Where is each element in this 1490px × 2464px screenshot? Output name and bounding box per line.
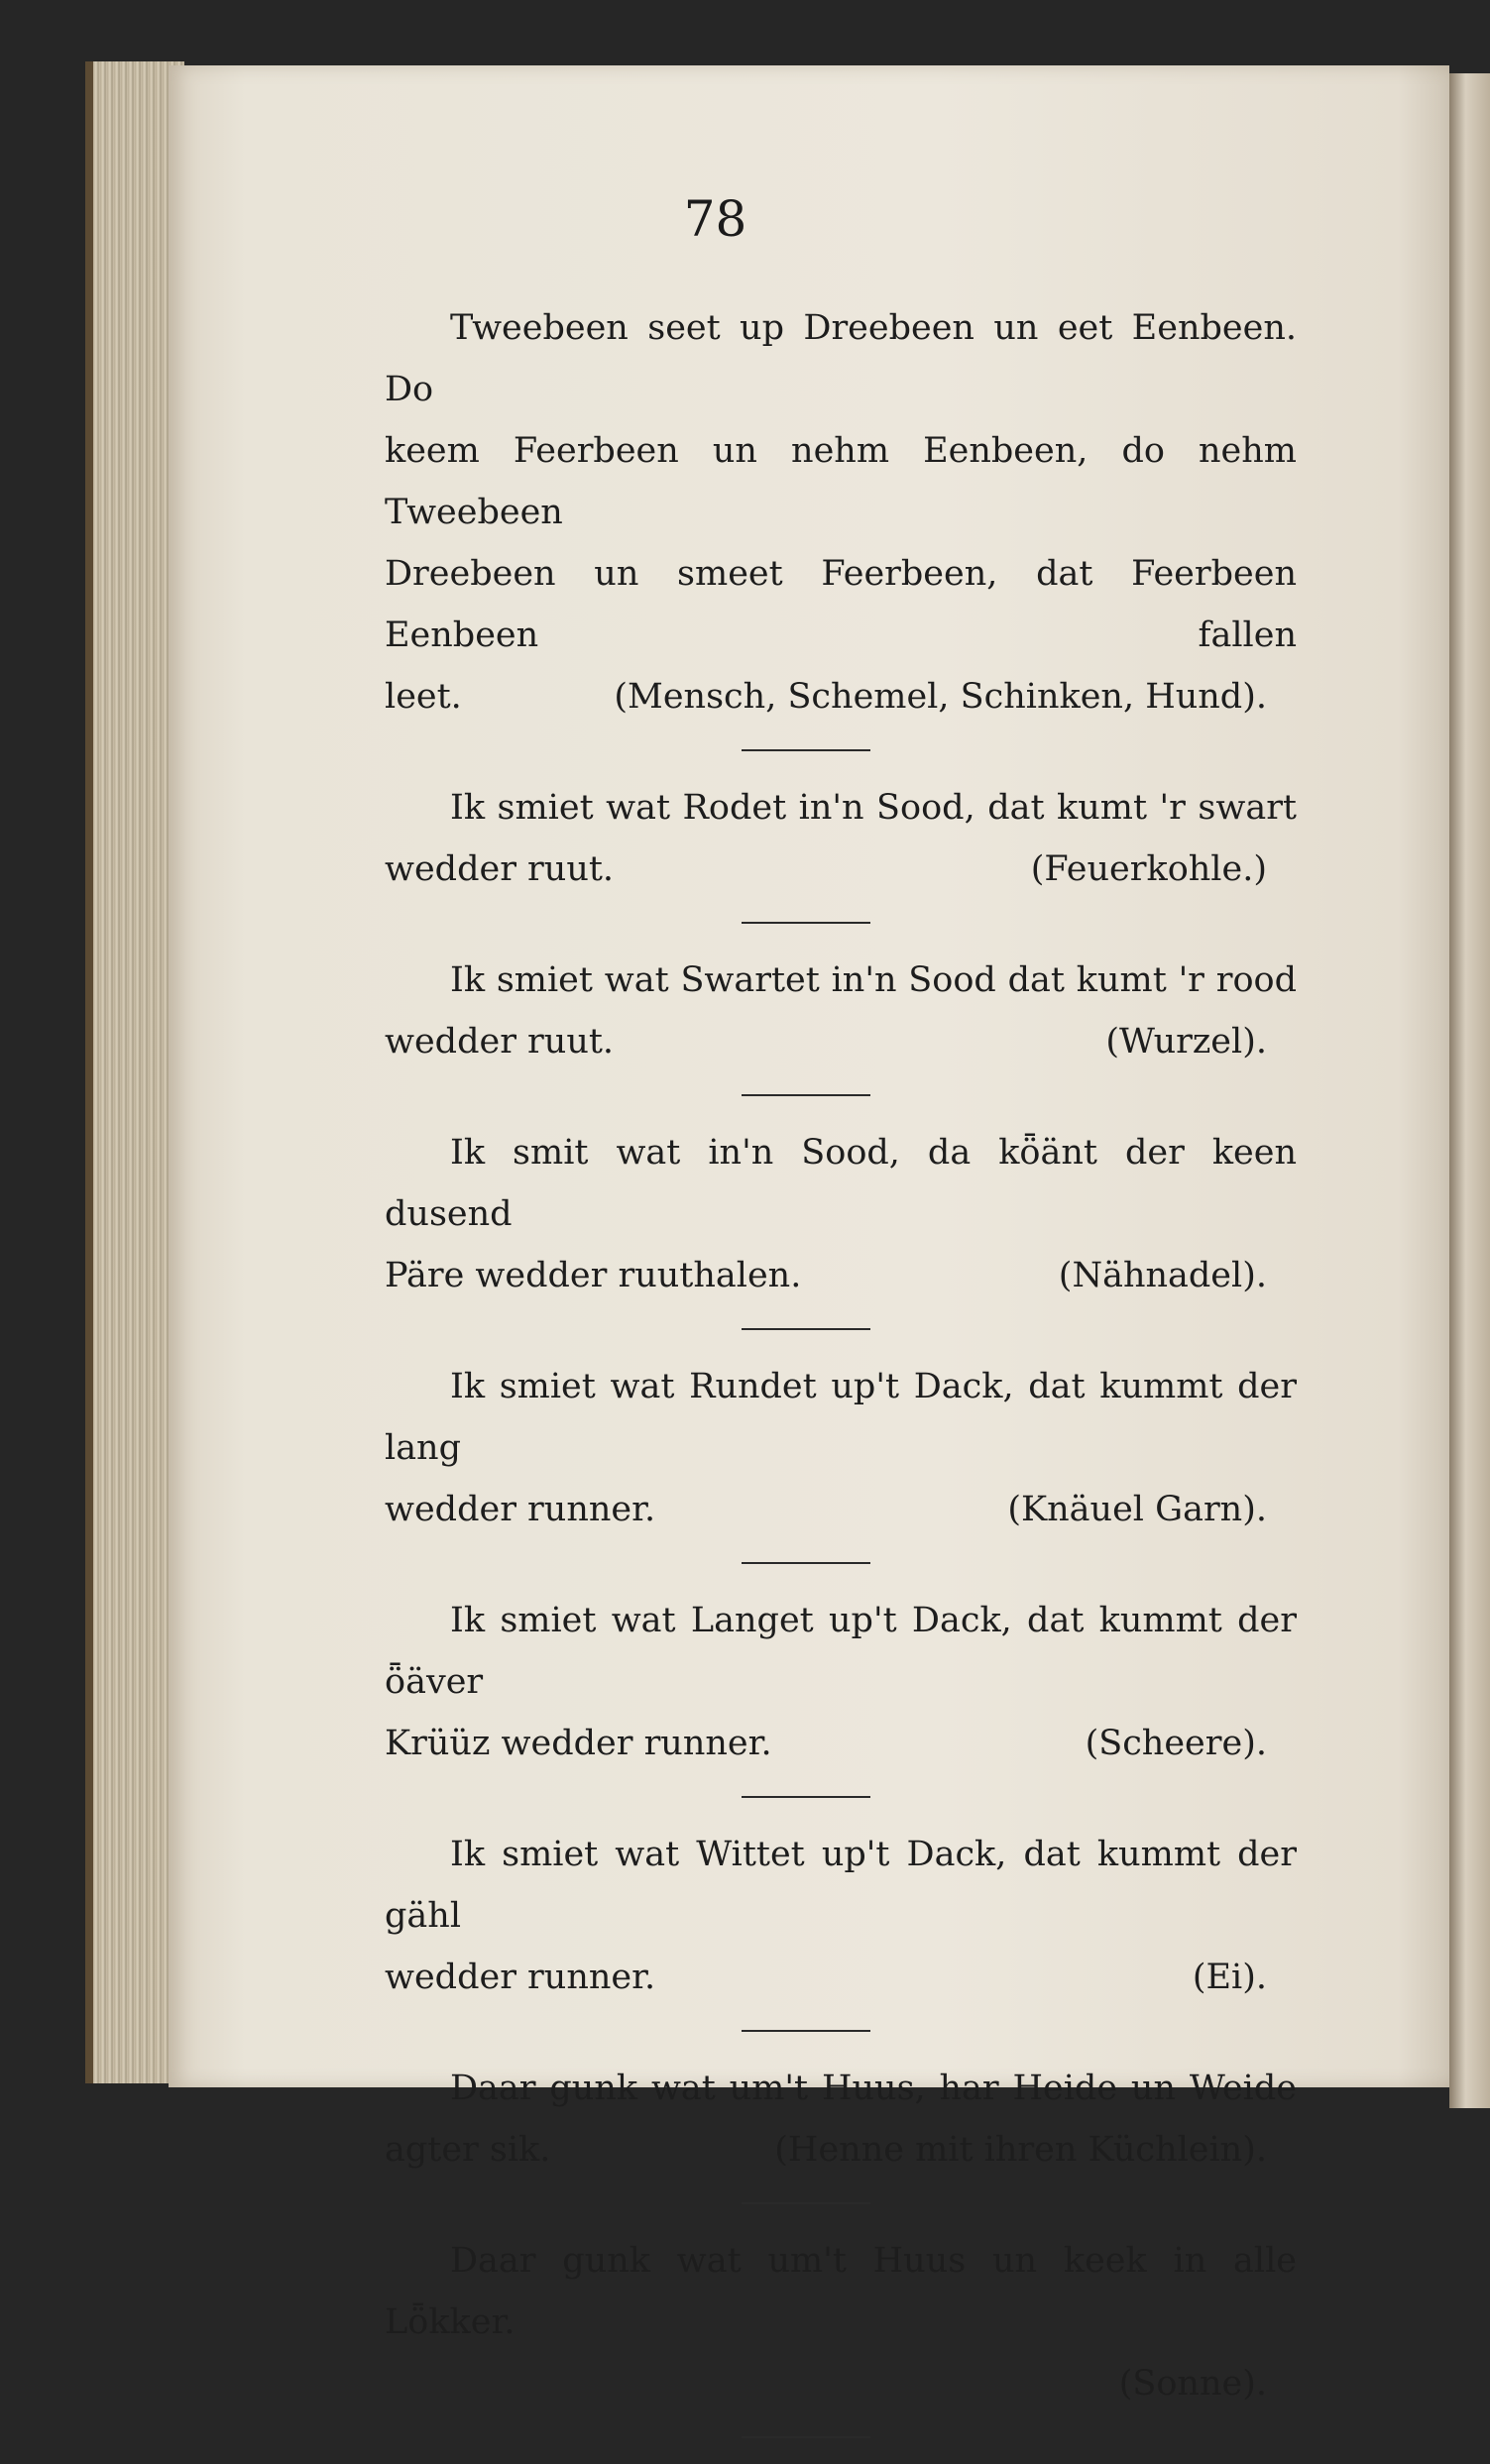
riddle-block xyxy=(385,1122,1297,1306)
riddle-line: Ik smiet wat Langet up't Dack, dat kummt der ȫäver xyxy=(385,1601,1297,1702)
riddle-answer-line xyxy=(385,1011,1297,1072)
riddle-answer: (Nähnadel). xyxy=(1058,1256,1267,1295)
riddle-answer: (Wurzel). xyxy=(1105,1022,1267,1062)
page-number: 78 xyxy=(683,190,747,248)
riddle-answer-line xyxy=(385,839,1297,900)
riddle-line: Tweebeen seet up Dreebeen un eet Eenbeen. Do xyxy=(385,308,1297,409)
riddle-last-line: agter sik. xyxy=(385,2130,551,2170)
riddle-line: Ik smiet wat Rundet up't Dack, dat kummt der lang xyxy=(385,1367,1297,1468)
riddle-answer: (Sonne). xyxy=(1118,2364,1267,2404)
riddle-block xyxy=(385,2058,1297,2181)
separator-rule xyxy=(742,749,870,751)
separator-rule xyxy=(742,1562,870,1564)
riddle-block xyxy=(385,1590,1297,1774)
riddle-last-line: wedder ruut. xyxy=(385,849,615,889)
riddle-answer: (Knäuel Garn). xyxy=(1007,1490,1267,1529)
riddle-last-line: wedder runner. xyxy=(385,1958,656,1997)
riddle-answer: (Feuerkohle.) xyxy=(1030,849,1267,889)
riddle-last-line: wedder ruut. xyxy=(385,1022,615,1062)
riddle-answer: (Henne mit ihren Küchlein). xyxy=(774,2130,1267,2170)
riddle-line: Daar gunk wat um't Huus un keek in alle Lȫkker. xyxy=(385,2241,1297,2342)
separator-rule xyxy=(742,2030,870,2032)
separator-rule xyxy=(742,2202,870,2204)
riddle-block xyxy=(385,1824,1297,2008)
riddle-answer-line xyxy=(385,2353,1297,2414)
facing-page-edge xyxy=(1449,73,1490,2108)
separator-rule xyxy=(742,922,870,924)
page-text xyxy=(385,297,1297,2464)
riddle-answer-line xyxy=(385,666,1297,728)
separator-rule xyxy=(742,1328,870,1330)
riddle-line: Ik smiet wat Wittet up't Dack, dat kummt der gähl xyxy=(385,1835,1297,1936)
riddle-block xyxy=(385,297,1297,728)
separator-rule xyxy=(742,2436,870,2438)
riddle-line: Daar gunk wat um't Huus, har Heide un Weide xyxy=(450,2069,1297,2108)
riddle-line: Ik smiet wat Rodet in'n Sood, dat kumt 'r swart xyxy=(450,788,1297,828)
riddle-last-line: Päre wedder ruuthalen. xyxy=(385,1256,802,1295)
riddle-line: Dreebeen un smeet Feerbeen, dat Feerbeen Eenbeen fallen xyxy=(385,554,1297,655)
riddle-block xyxy=(385,2230,1297,2414)
riddle-last-line: wedder runner. xyxy=(385,1490,656,1529)
riddle-block xyxy=(385,777,1297,900)
riddle-answer-line xyxy=(385,1245,1297,1306)
separator-rule xyxy=(742,1094,870,1096)
riddle-answer-line xyxy=(385,1479,1297,1540)
riddle-answer-line xyxy=(385,1713,1297,1774)
riddle-line: Ik smit wat in'n Sood, da kȫänt der keen dusend xyxy=(385,1133,1297,1234)
riddle-block xyxy=(385,950,1297,1072)
riddle-line: keem Feerbeen un nehm Eenbeen, do nehm Tweebeen xyxy=(385,431,1297,532)
riddle-answer: (Scheere). xyxy=(1085,1724,1267,1763)
riddle-line: Ik smiet wat Swartet in'n Sood dat kumt 'r rood xyxy=(450,960,1297,1000)
separator-rule xyxy=(742,1796,870,1798)
riddle-answer-line xyxy=(385,1947,1297,2008)
riddle-answer: (Mensch, Schemel, Schinken, Hund). xyxy=(614,677,1267,717)
riddle-last-line: Krüüz wedder runner. xyxy=(385,1724,772,1763)
riddle-answer-line xyxy=(385,2119,1297,2181)
riddle-last-line: leet. xyxy=(385,677,462,717)
riddle-answer: (Ei). xyxy=(1192,1958,1267,1997)
riddle-block xyxy=(385,1356,1297,1540)
